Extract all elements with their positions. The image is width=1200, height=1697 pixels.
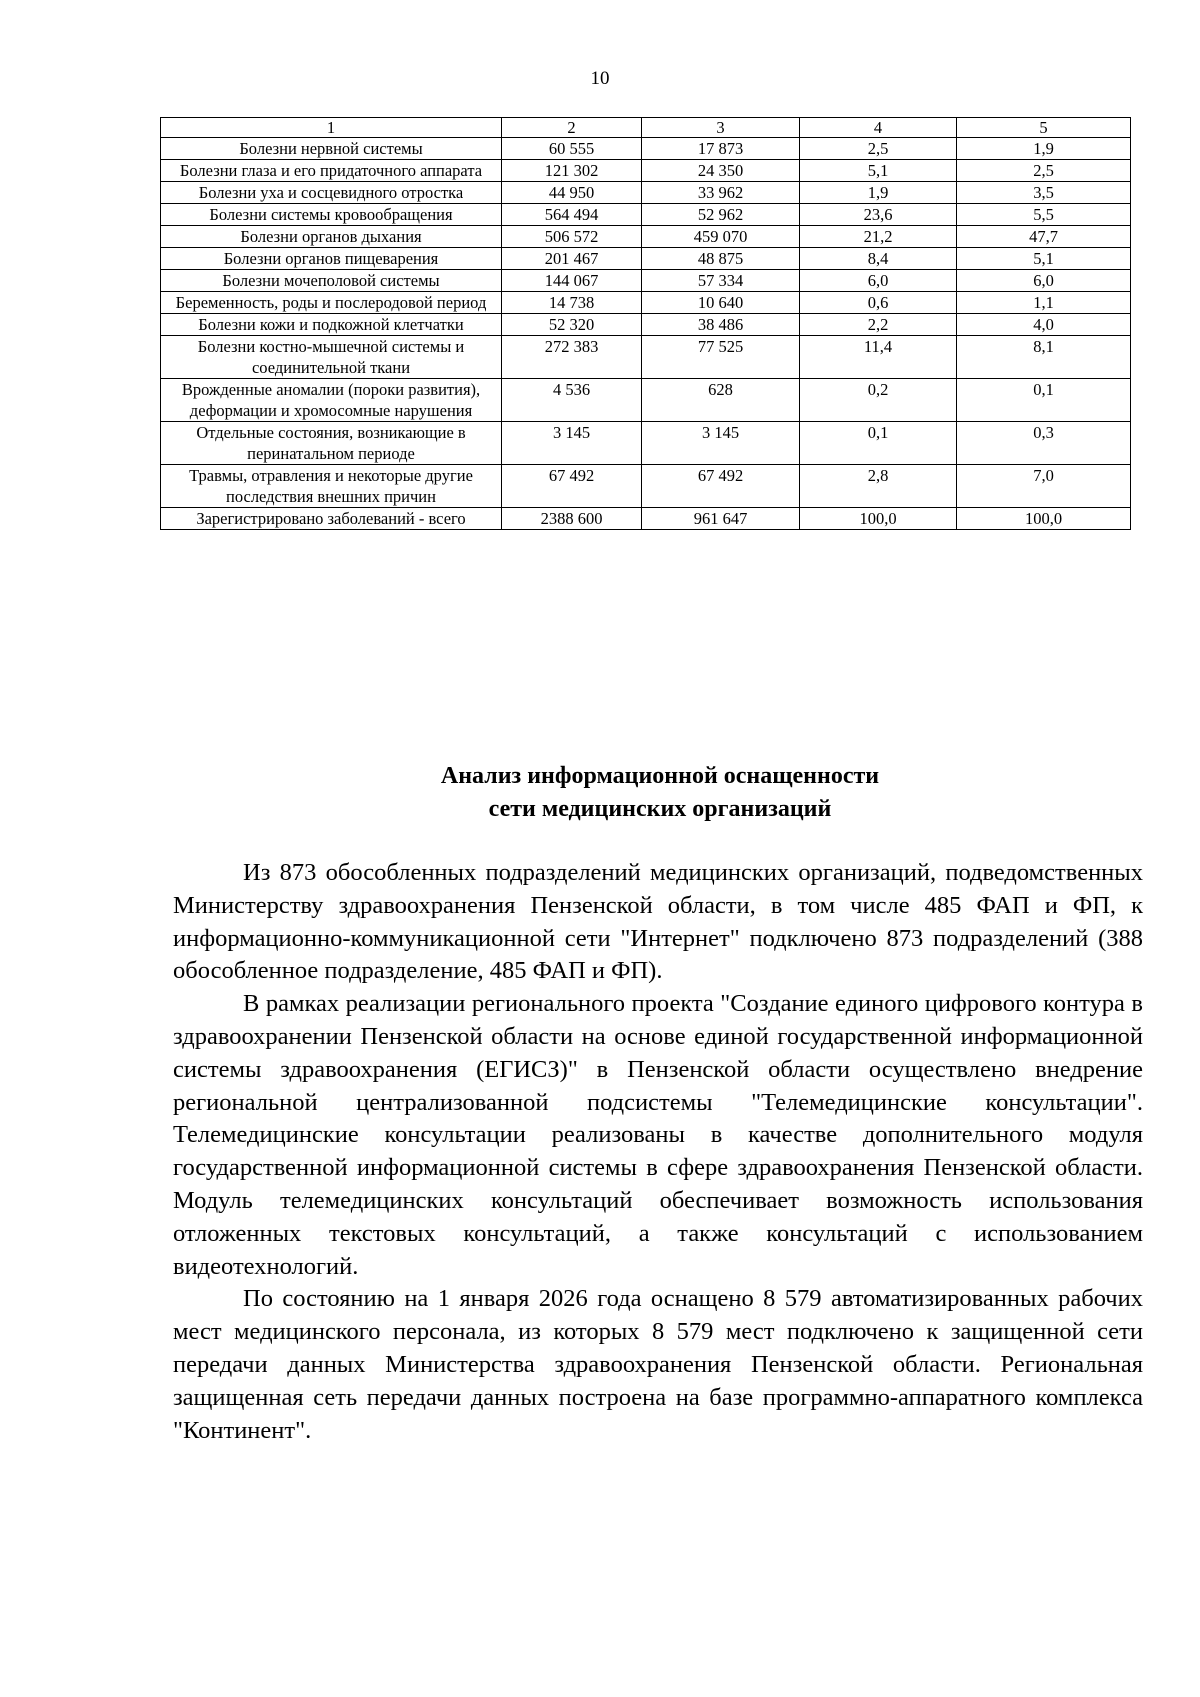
table-row: [161, 292, 1131, 314]
table-row: [161, 379, 1131, 422]
value-cell: 14 738: [502, 292, 642, 314]
table-row: [161, 160, 1131, 182]
value-cell: 5,5: [957, 204, 1131, 226]
value-cell: 2,5: [957, 160, 1131, 182]
value-cell: 33 962: [642, 182, 800, 204]
table-row: [161, 314, 1131, 336]
value-cell: 564 494: [502, 204, 642, 226]
value-cell: 7,0: [957, 465, 1131, 508]
value-cell: 0,1: [957, 379, 1131, 422]
value-cell: 8,4: [800, 248, 957, 270]
value-cell: 8,1: [957, 336, 1131, 379]
value-cell: 0,2: [800, 379, 957, 422]
value-cell: 4 536: [502, 379, 642, 422]
value-cell: 1,9: [957, 138, 1131, 160]
table-row: [161, 270, 1131, 292]
value-cell: 44 950: [502, 182, 642, 204]
paragraph: Из 873 обособленных подразделений медицинских организаций, подведомственных Министерству здравоохранения Пензенской области, в том числе 485 ФАП и ФП, к информационно-коммуникационной сети "Интернет" подключено 873 подразделений (388 обособленное подразделение, 485 ФАП и ФП).: [173, 859, 1143, 985]
value-cell: 4,0: [957, 314, 1131, 336]
value-cell: 60 555: [502, 138, 642, 160]
table-header-cell: 2: [502, 118, 642, 138]
table-header-cell: 5: [957, 118, 1131, 138]
value-cell: 24 350: [642, 160, 800, 182]
value-cell: 201 467: [502, 248, 642, 270]
disease-name-cell: Врожденные аномалии (пороки развития), деформации и хромосомные нарушения: [161, 379, 502, 422]
section-title-line: Анализ информационной оснащенности: [440, 763, 880, 789]
value-cell: 67 492: [502, 465, 642, 508]
value-cell: 2388 600: [502, 508, 642, 530]
disease-name-cell: Отдельные состояния, возникающие в перинатальном периоде: [161, 422, 502, 465]
value-cell: 0,6: [800, 292, 957, 314]
disease-name-cell: Болезни костно-мышечной системы и соединительной ткани: [161, 336, 502, 379]
disease-name-cell: Болезни органов дыхания: [161, 226, 502, 248]
table-header-cell: 1: [161, 118, 502, 138]
value-cell: 459 070: [642, 226, 800, 248]
value-cell: 506 572: [502, 226, 642, 248]
table-row: [161, 138, 1131, 160]
disease-name-cell: Болезни нервной системы: [161, 138, 502, 160]
table-row: [161, 182, 1131, 204]
table-row: [161, 226, 1131, 248]
value-cell: 6,0: [957, 270, 1131, 292]
value-cell: 2,8: [800, 465, 957, 508]
section-title-line: сети медицинских организаций: [488, 796, 832, 822]
value-cell: 144 067: [502, 270, 642, 292]
disease-table-container: [160, 117, 1130, 530]
value-cell: 52 962: [642, 204, 800, 226]
value-cell: 77 525: [642, 336, 800, 379]
value-cell: 23,6: [800, 204, 957, 226]
value-cell: 6,0: [800, 270, 957, 292]
value-cell: 0,1: [800, 422, 957, 465]
table-row: [161, 422, 1131, 465]
value-cell: 5,1: [800, 160, 957, 182]
value-cell: 48 875: [642, 248, 800, 270]
value-cell: 121 302: [502, 160, 642, 182]
value-cell: 5,1: [957, 248, 1131, 270]
paragraph: В рамках реализации регионального проекта "Создание единого цифрового контура в здравоохранении Пензенской области на основе единой государственной информационной системы здравоохранения (ЕГИСЗ)" в Пензенской области осуществлено внедрение региональной централизованной подсистемы "Телемедицинские консультации". Телемедицинские консультации реализованы в качестве дополнительного модуля государственной информационной системы в сфере здравоохранения Пензенской области. Модуль телемедицинских консультаций обеспечивает возможность использования отложенных текстовых консультаций, а также консультаций с использованием видеотехнологий.: [173, 990, 1143, 1280]
value-cell: 52 320: [502, 314, 642, 336]
value-cell: 100,0: [957, 508, 1131, 530]
disease-name-cell: Зарегистрировано заболеваний - всего: [161, 508, 502, 530]
disease-name-cell: Беременность, роды и послеродовой период: [161, 292, 502, 314]
value-cell: 57 334: [642, 270, 800, 292]
value-cell: 21,2: [800, 226, 957, 248]
value-cell: 38 486: [642, 314, 800, 336]
value-cell: 2,2: [800, 314, 957, 336]
disease-name-cell: Болезни кожи и подкожной клетчатки: [161, 314, 502, 336]
disease-name-cell: Травмы, отравления и некоторые другие последствия внешних причин: [161, 465, 502, 508]
value-cell: 3 145: [502, 422, 642, 465]
table-header-cell: 3: [642, 118, 800, 138]
table-row: [161, 336, 1131, 379]
value-cell: 961 647: [642, 508, 800, 530]
table-row: [161, 465, 1131, 508]
disease-name-cell: Болезни органов пищеварения: [161, 248, 502, 270]
value-cell: 0,3: [957, 422, 1131, 465]
body-text: [173, 857, 1143, 1447]
value-cell: 3,5: [957, 182, 1131, 204]
disease-table: [160, 117, 1131, 530]
value-cell: 67 492: [642, 465, 800, 508]
value-cell: 11,4: [800, 336, 957, 379]
table-header-row: [161, 118, 1131, 138]
value-cell: 3 145: [642, 422, 800, 465]
value-cell: 47,7: [957, 226, 1131, 248]
disease-name-cell: Болезни уха и сосцевидного отростка: [161, 182, 502, 204]
table-row: [161, 204, 1131, 226]
table-row: [161, 508, 1131, 530]
value-cell: 100,0: [800, 508, 957, 530]
value-cell: 1,1: [957, 292, 1131, 314]
value-cell: 10 640: [642, 292, 800, 314]
table-header-cell: 4: [800, 118, 957, 138]
value-cell: 17 873: [642, 138, 800, 160]
paragraph: По состоянию на 1 января 2026 года оснащено 8 579 автоматизированных рабочих мест медицинского персонала, из которых 8 579 мест подключено к защищенной сети передачи данных Министерства здравоохранения Пензенской области. Региональная защищенная сеть передачи данных построена на базе программно-аппаратного комплекса "Континент".: [173, 1285, 1143, 1444]
value-cell: 272 383: [502, 336, 642, 379]
table-row: [161, 248, 1131, 270]
value-cell: 2,5: [800, 138, 957, 160]
page-number: 10: [590, 68, 610, 89]
value-cell: 628: [642, 379, 800, 422]
value-cell: 1,9: [800, 182, 957, 204]
disease-name-cell: Болезни мочеполовой системы: [161, 270, 502, 292]
section-title: [0, 760, 1200, 826]
disease-name-cell: Болезни системы кровообращения: [161, 204, 502, 226]
disease-name-cell: Болезни глаза и его придаточного аппарата: [161, 160, 502, 182]
